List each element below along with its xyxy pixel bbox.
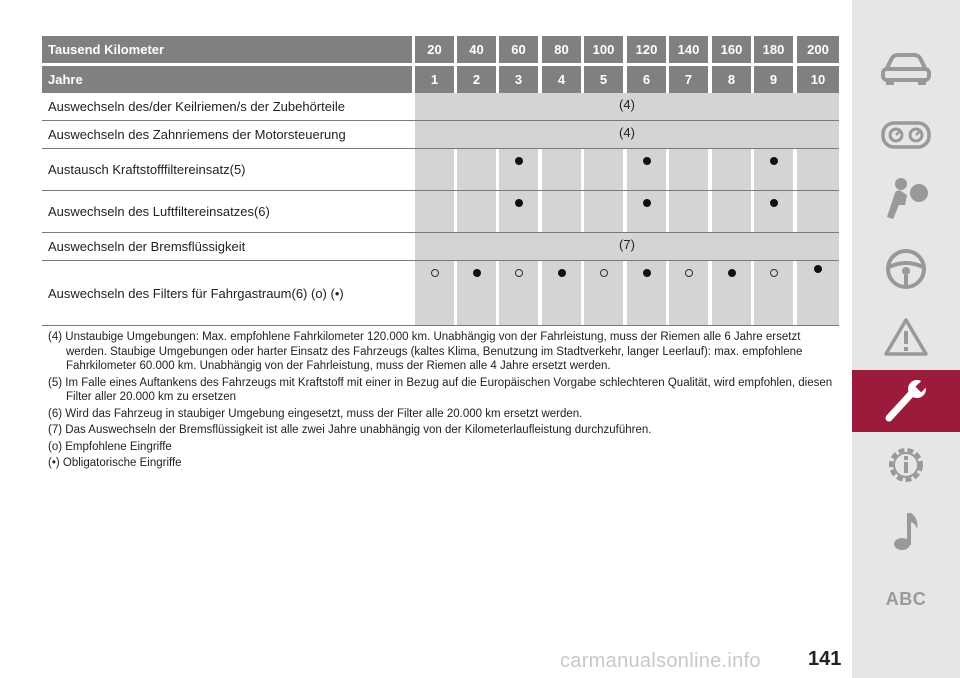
recommended-ring-icon — [685, 269, 693, 277]
watermark: carmanualsonline.info — [560, 650, 761, 672]
header-km-cell: 100 — [584, 36, 623, 63]
header-year-cell: 10 — [797, 66, 839, 93]
obligatory-dot-icon — [515, 199, 523, 207]
sidebar-item-maintenance[interactable] — [852, 370, 960, 432]
row-span-note: (4) — [415, 121, 839, 148]
row-label: Auswechseln des Luftfiltereinsatzes(6) — [48, 204, 270, 219]
interval-cell — [669, 191, 708, 232]
footnote-text: Unstaubige Umgebungen: Max. empfohlene Fahrkilometer 120.000 km. Unabhängig von der Fahrleistung, muss der Riemen alle 6 Jahre ersetzt werden. Staubige Umgebungen oder harter Einsatz des Fahrzeugs (kaltes Klima, Benutzung im Stadtverkehr, langer Leerlauf): max. empfohlene Fahrkilometer 60.000 km. Unabhängig von der Fahrleistung, muss der Riemen alle 4 Jahre ersetzt werden. — [65, 331, 803, 372]
steering-wheel-icon — [884, 247, 928, 291]
interval-cell — [712, 191, 751, 232]
interval-cell — [584, 261, 623, 325]
row-span-note: (4) — [415, 93, 839, 120]
footnote-mark: (4) — [48, 331, 63, 343]
interval-cell — [415, 191, 454, 232]
recommended-ring-icon — [770, 269, 778, 277]
interval-cell — [457, 149, 496, 190]
obligatory-dot-icon — [643, 157, 651, 165]
car-icon — [880, 52, 932, 86]
footnote-text: Das Auswechseln der Bremsflüssigkeit ist alle zwei Jahre unabhängig von der Kilometerlaufleistung durchzuführen. — [65, 424, 652, 436]
interval-cell — [754, 191, 793, 232]
header-years-label: Jahre — [42, 66, 412, 93]
header-year-cell: 9 — [754, 66, 793, 93]
obligatory-dot-icon — [515, 157, 523, 165]
interval-cell — [627, 261, 666, 325]
recommended-ring-icon — [431, 269, 439, 277]
header-year-cell: 8 — [712, 66, 751, 93]
sidebar-item-technical[interactable] — [852, 434, 960, 496]
recommended-ring-icon — [515, 269, 523, 277]
interval-cell — [712, 149, 751, 190]
table-row — [42, 149, 839, 191]
interval-cell — [669, 149, 708, 190]
footnote-mark: (•) — [48, 457, 60, 469]
wrench-icon — [881, 378, 931, 424]
obligatory-dot-icon — [643, 269, 651, 277]
header-row-km — [42, 36, 839, 63]
footnote — [48, 423, 838, 438]
music-note-icon — [891, 509, 921, 553]
sidebar-item-driving[interactable] — [852, 238, 960, 300]
interval-cell — [797, 149, 839, 190]
footnote — [48, 456, 838, 471]
table-row — [42, 93, 839, 121]
header-km-cell: 40 — [457, 36, 496, 63]
interval-cell — [499, 149, 538, 190]
table-row — [42, 121, 839, 149]
airbag-passenger-icon — [881, 177, 931, 221]
sidebar-item-safety[interactable] — [852, 168, 960, 230]
header-year-cell: 6 — [627, 66, 666, 93]
sidebar-item-dashboard[interactable] — [852, 104, 960, 166]
sidebar-item-emergency[interactable] — [852, 306, 960, 368]
interval-cell — [499, 191, 538, 232]
footnote — [48, 407, 838, 422]
footnote-text: Wird das Fahrzeug in staubiger Umgebung eingesetzt, muss der Filter alle 20.000 km ersetzt werden. — [65, 407, 583, 420]
header-km-cell: 200 — [797, 36, 839, 63]
obligatory-dot-icon — [558, 269, 566, 277]
header-year-cell: 4 — [542, 66, 581, 93]
table-row — [42, 261, 839, 326]
table-row — [42, 233, 839, 261]
table-row — [42, 191, 839, 233]
interval-cell — [797, 191, 839, 232]
footnote — [48, 376, 838, 405]
header-km-cell: 140 — [669, 36, 708, 63]
info-gear-icon — [884, 443, 928, 487]
interval-cell — [457, 261, 496, 325]
obligatory-dot-icon — [643, 199, 651, 207]
header-km-cell: 20 — [415, 36, 454, 63]
interval-cell — [415, 149, 454, 190]
obligatory-dot-icon — [770, 157, 778, 165]
obligatory-dot-icon — [728, 269, 736, 277]
interval-cell — [499, 261, 538, 325]
interval-cell — [797, 261, 839, 325]
header-year-cell: 5 — [584, 66, 623, 93]
row-label: Austausch Kraftstofffiltereinsatz(5) — [48, 162, 246, 177]
chapter-sidebar — [852, 0, 960, 678]
interval-cell — [712, 261, 751, 325]
interval-cell — [457, 191, 496, 232]
row-label: Auswechseln des Zahnriemens der Motorsteuerung — [48, 127, 346, 142]
interval-cell — [754, 261, 793, 325]
row-label: Auswechseln des/der Keilriemen/s der Zubehörteile — [48, 99, 345, 114]
interval-cell — [542, 149, 581, 190]
sidebar-item-index[interactable] — [852, 568, 960, 630]
interval-cell — [584, 149, 623, 190]
obligatory-dot-icon — [814, 265, 822, 273]
interval-cell — [669, 261, 708, 325]
header-row-years — [42, 66, 839, 93]
header-year-cell: 3 — [499, 66, 538, 93]
footnote-mark: (o) — [48, 440, 63, 453]
recommended-ring-icon — [600, 269, 608, 277]
interval-cell — [415, 261, 454, 325]
header-year-cell: 2 — [457, 66, 496, 93]
header-km-label: Tausend Kilometer — [42, 36, 412, 63]
sidebar-item-multimedia[interactable] — [852, 500, 960, 562]
sidebar-item-car[interactable] — [852, 38, 960, 100]
header-year-cell: 1 — [415, 66, 454, 93]
header-km-cell: 60 — [499, 36, 538, 63]
row-label: Auswechseln der Bremsflüssigkeit — [48, 239, 246, 254]
header-km-cell: 120 — [627, 36, 666, 63]
warning-triangle-icon — [883, 317, 929, 357]
dashboard-gauges-icon — [881, 120, 931, 150]
page-number: 141 — [808, 648, 842, 670]
obligatory-dot-icon — [770, 199, 778, 207]
footnote — [48, 330, 838, 374]
footnote-mark: (5) — [48, 376, 63, 389]
interval-cell — [754, 149, 793, 190]
maintenance-table — [42, 36, 839, 326]
header-km-cell: 80 — [542, 36, 581, 63]
footnotes — [48, 330, 838, 473]
header-km-cell: 180 — [754, 36, 793, 63]
interval-cell — [584, 191, 623, 232]
header-km-cell: 160 — [712, 36, 751, 63]
footnote — [48, 440, 838, 455]
interval-cell — [542, 261, 581, 325]
footnote-text: Obligatorische Eingriffe — [62, 457, 182, 469]
interval-cell — [542, 191, 581, 232]
header-year-cell: 7 — [669, 66, 708, 93]
footnote-text: Im Falle eines Auftankens des Fahrzeugs mit Kraftstoff mit einer in Bezug auf die Europäischen Vorgabe schlechteren Qualität, wird empfohlen, diesen Filter aller 20.000 km zu ersetzen — [65, 376, 833, 403]
footnote-mark: (6) — [48, 407, 63, 420]
obligatory-dot-icon — [473, 269, 481, 277]
footnote-text: Empfohlene Eingriffe — [65, 440, 172, 453]
interval-cell — [627, 191, 666, 232]
interval-cell — [627, 149, 666, 190]
abc-label: ABC — [885, 588, 927, 609]
row-span-note: (7) — [415, 233, 839, 260]
footnote-mark: (7) — [48, 424, 63, 436]
row-label: Auswechseln des Filters für Fahrgastraum(6) (o) (•) — [48, 285, 344, 301]
